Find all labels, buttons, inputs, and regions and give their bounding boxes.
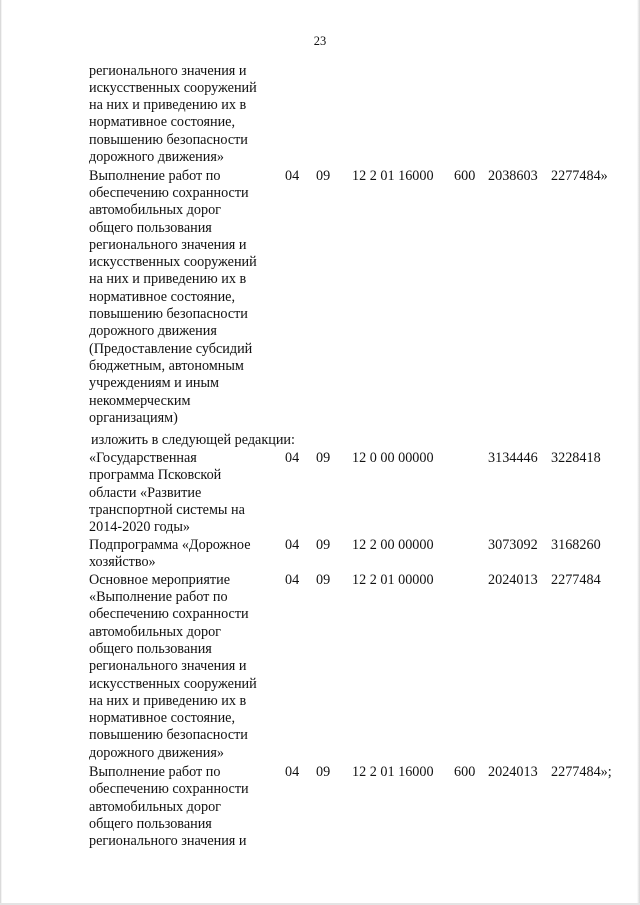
- section-code: 04: [285, 168, 300, 184]
- row-description-line: «Государственная: [89, 450, 197, 466]
- row-description-line: на них и приведению их в: [89, 693, 247, 709]
- row-description-line: 2014-2020 годы»: [89, 519, 191, 535]
- row-description-line: бюджетным, автономным: [89, 358, 244, 374]
- target-article-code: 12 2 01 00000: [352, 572, 434, 588]
- row-description-line: дорожного движения: [89, 323, 217, 339]
- section-code: 04: [285, 537, 300, 553]
- row-description-line: обеспечению сохранности: [89, 185, 249, 201]
- target-article-code: 12 2 01 16000: [352, 168, 434, 184]
- section-code: 04: [285, 764, 300, 780]
- amount-year-2: 2277484»;: [551, 764, 612, 780]
- row-description-line: автомобильных дорог: [89, 624, 221, 640]
- expense-type-code: 600: [454, 168, 476, 184]
- amount-year-2: 2277484: [551, 572, 601, 588]
- row-description-line: регионального значения и: [89, 237, 247, 253]
- section-code: 04: [285, 572, 300, 588]
- row-description-line: регионального значения и: [89, 658, 247, 674]
- row-description-line: регионального значения и: [89, 833, 247, 849]
- amount-year-1: 2024013: [488, 572, 538, 588]
- amount-year-1: 2038603: [488, 168, 538, 184]
- continuation-line: дорожного движения»: [89, 149, 224, 165]
- row-description-line: автомобильных дорог: [89, 202, 221, 218]
- scan-edge-left: [0, 0, 2, 905]
- row-description-line: общего пользования: [89, 220, 212, 236]
- row-description-line: некоммерческим: [89, 393, 191, 409]
- row-description-line: обеспечению сохранности: [89, 781, 249, 797]
- row-description-line: автомобильных дорог: [89, 799, 221, 815]
- subsection-code: 09: [316, 168, 331, 184]
- row-description-line: на них и приведению их в: [89, 271, 247, 287]
- row-description-line: общего пользования: [89, 816, 212, 832]
- amount-year-2: 3228418: [551, 450, 601, 466]
- target-article-code: 12 0 00 00000: [352, 450, 434, 466]
- section-code: 04: [285, 450, 300, 466]
- subsection-code: 09: [316, 764, 331, 780]
- target-article-code: 12 2 00 00000: [352, 537, 434, 553]
- row-description-line: искусственных сооружений: [89, 254, 257, 270]
- amount-year-1: 3134446: [488, 450, 538, 466]
- row-description-line: Выполнение работ по: [89, 168, 221, 184]
- continuation-line: на них и приведению их в: [89, 97, 247, 113]
- subsection-code: 09: [316, 450, 331, 466]
- row-description-line: «Выполнение работ по: [89, 589, 228, 605]
- row-description-line: области «Развитие: [89, 485, 202, 501]
- row-description-line: (Предоставление субсидий: [89, 341, 253, 357]
- continuation-line: повышению безопасности: [89, 132, 248, 148]
- amount-year-1: 2024013: [488, 764, 538, 780]
- row-description-line: Подпрограмма «Дорожное: [89, 537, 251, 553]
- row-description-line: Выполнение работ по: [89, 764, 221, 780]
- row-description-line: повышению безопасности: [89, 727, 248, 743]
- intro-text: изложить в следующей редакции:: [91, 432, 295, 448]
- row-description-line: общего пользования: [89, 641, 212, 657]
- amount-year-2: 3168260: [551, 537, 601, 553]
- subsection-code: 09: [316, 537, 331, 553]
- page-number: 23: [313, 34, 327, 48]
- expense-type-code: 600: [454, 764, 476, 780]
- row-description-line: обеспечению сохранности: [89, 606, 249, 622]
- amount-year-1: 3073092: [488, 537, 538, 553]
- target-article-code: 12 2 01 16000: [352, 764, 434, 780]
- continuation-line: искусственных сооружений: [89, 80, 257, 96]
- row-description-line: повышению безопасности: [89, 306, 248, 322]
- row-description-line: нормативное состояние,: [89, 289, 236, 305]
- amount-year-2: 2277484»: [551, 168, 608, 184]
- row-description-line: организациям): [89, 410, 178, 426]
- row-description-line: Основное мероприятие: [89, 572, 230, 588]
- row-description-line: искусственных сооружений: [89, 676, 257, 692]
- row-description-line: учреждениям и иным: [89, 375, 220, 391]
- row-description-line: нормативное состояние,: [89, 710, 236, 726]
- continuation-line: регионального значения и: [89, 63, 247, 79]
- row-description-line: программа Псковской: [89, 467, 222, 483]
- continuation-line: нормативное состояние,: [89, 114, 236, 130]
- row-description-line: дорожного движения»: [89, 745, 224, 761]
- subsection-code: 09: [316, 572, 331, 588]
- row-description-line: хозяйство»: [89, 554, 156, 570]
- row-description-line: транспортной системы на: [89, 502, 245, 518]
